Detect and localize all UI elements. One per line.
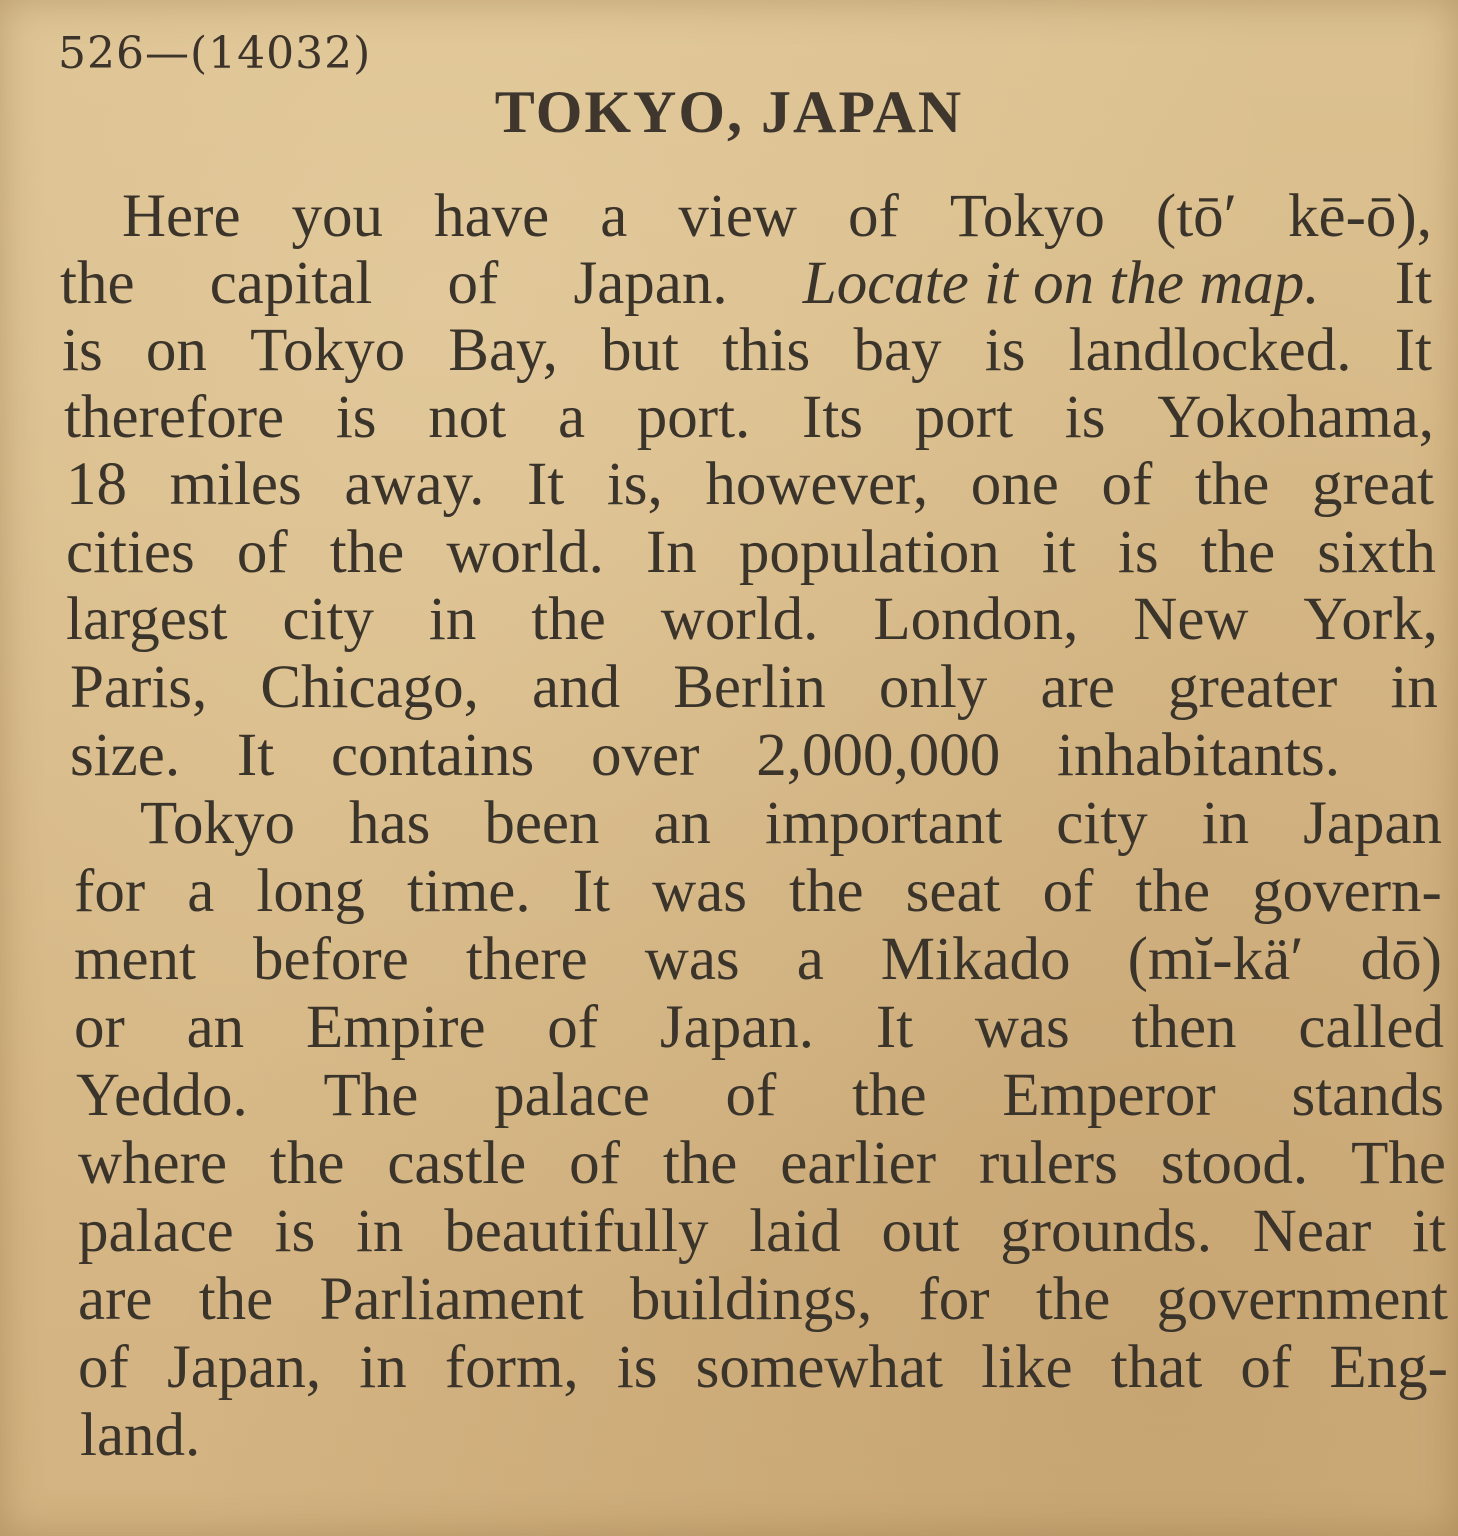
text-word: for	[74, 858, 146, 925]
text-word: of	[1240, 1334, 1292, 1401]
text-word: then	[1131, 994, 1237, 1061]
text-word: is	[335, 384, 377, 451]
text-word: the	[1035, 1266, 1111, 1333]
text-word: Eng-	[1329, 1334, 1448, 1401]
text-line	[66, 519, 1436, 586]
text-word: New	[1133, 586, 1249, 653]
text-word: size.	[70, 722, 181, 789]
text-word: somewhat	[695, 1334, 943, 1401]
text-word: Japan.	[659, 994, 815, 1061]
text-word: stands	[1291, 1062, 1444, 1129]
text-word: rulers	[978, 1130, 1118, 1197]
text-word: that	[1110, 1334, 1203, 1401]
text-word: Yokohama,	[1157, 384, 1434, 451]
text-word: there	[465, 926, 588, 993]
text-word: dō)	[1360, 926, 1442, 993]
text-word: miles	[169, 451, 302, 518]
text-word: an	[186, 994, 245, 1061]
text-line	[74, 926, 1442, 993]
text-word: in	[359, 1334, 407, 1401]
text-word: it	[1412, 1198, 1446, 1265]
text-word: a	[600, 183, 628, 250]
text-word: palace	[494, 1062, 650, 1129]
text-word: the	[198, 1266, 274, 1333]
text-word: cities	[66, 519, 195, 586]
text-word: where	[78, 1130, 228, 1197]
text-word: largest	[66, 586, 228, 653]
text-word: a	[796, 926, 824, 993]
text-word: (mĭ-kä′	[1127, 926, 1304, 993]
text-word: important	[765, 790, 1003, 857]
text-word: the	[789, 858, 864, 925]
text-line	[140, 790, 1442, 857]
card-number: 526—(14032)	[58, 28, 372, 79]
text-line	[76, 1062, 1444, 1129]
text-word: Here	[122, 183, 241, 250]
text-line	[74, 858, 1442, 925]
text-line	[62, 317, 1432, 384]
text-word: was	[652, 858, 747, 925]
text-word: city	[1056, 790, 1148, 857]
text-word: Empire	[305, 994, 486, 1061]
text-word: It	[572, 858, 610, 925]
text-word: London,	[873, 586, 1079, 653]
text-word: port.	[636, 384, 751, 451]
text-word: Tokyo	[140, 790, 296, 857]
text-word: the	[662, 1130, 738, 1197]
text-word: govern-	[1252, 858, 1442, 925]
text-word: for	[918, 1266, 990, 1333]
text-word: on	[145, 317, 207, 384]
text-word: like	[981, 1334, 1073, 1401]
text-line	[78, 1130, 1446, 1197]
text-line	[122, 183, 1432, 250]
text-word: are	[1040, 654, 1115, 721]
text-word: Paris,	[70, 654, 208, 721]
text-word: however,	[705, 451, 929, 518]
text-word: in	[355, 1198, 404, 1265]
text-line	[66, 451, 1434, 518]
text-word: out	[881, 1198, 960, 1265]
text-word: but	[601, 317, 679, 384]
text-word: you	[291, 183, 384, 250]
text-word: of	[78, 1334, 129, 1401]
text-word: the	[531, 586, 606, 653]
text-word: form,	[444, 1334, 579, 1401]
text-word: the	[60, 250, 135, 317]
text-line	[78, 1198, 1446, 1265]
text-word: the	[1200, 519, 1276, 586]
text-word: in	[1201, 790, 1250, 857]
text-word: ment	[74, 926, 196, 993]
text-word: it	[1041, 519, 1076, 586]
text-word: one	[970, 451, 1059, 518]
text-word: this	[722, 317, 811, 384]
text-word: over	[591, 722, 700, 789]
text-line	[80, 1402, 201, 1469]
text-word: castle	[387, 1130, 527, 1197]
text-word: contains	[330, 722, 535, 789]
text-line	[60, 250, 1432, 317]
text-word: buildings,	[629, 1266, 873, 1333]
text-word: Its	[802, 384, 864, 451]
text-line	[64, 384, 1434, 451]
text-word: of	[1101, 451, 1153, 518]
text-word: was	[644, 926, 740, 993]
text-word: land.	[80, 1402, 201, 1469]
text-word: Yeddo.	[76, 1062, 248, 1129]
text-word: of	[447, 250, 499, 317]
text-word: was	[974, 994, 1070, 1061]
text-word: Bay,	[448, 317, 558, 384]
text-word: called	[1298, 994, 1444, 1061]
text-word: laid	[749, 1198, 841, 1265]
text-word: the	[1194, 451, 1270, 518]
text-word: is	[274, 1198, 316, 1265]
text-line	[70, 722, 1340, 789]
text-word: inhabitants.	[1057, 722, 1340, 789]
text-word: the	[329, 519, 405, 586]
text-word: It	[1394, 250, 1432, 317]
text-word: is	[984, 317, 1026, 384]
text-word: or	[74, 994, 125, 1061]
text-word: port	[914, 384, 1014, 451]
text-word: an	[653, 790, 712, 857]
text-word: is	[62, 317, 103, 384]
text-word: It	[875, 994, 914, 1061]
text-word: great	[1311, 451, 1434, 518]
text-word: in	[1390, 654, 1438, 721]
text-word: beautifully	[444, 1198, 709, 1265]
text-line	[70, 654, 1438, 721]
text-word: is	[616, 1334, 658, 1401]
text-word: 2,000,000	[756, 722, 1001, 789]
text-word: earlier	[780, 1130, 937, 1197]
text-word: government	[1156, 1266, 1448, 1333]
text-word: Tokyo	[250, 317, 406, 384]
text-word: Berlin	[673, 654, 826, 721]
text-word: is	[1064, 384, 1106, 451]
text-word: landlocked.	[1068, 317, 1352, 384]
text-word: bay	[853, 317, 942, 384]
text-word: away.	[344, 451, 485, 518]
text-word: city	[282, 586, 374, 653]
text-word: kē-ō),	[1288, 183, 1432, 250]
text-word: seat	[905, 858, 1001, 925]
text-word: of	[725, 1062, 777, 1129]
text-word: grounds.	[1000, 1198, 1212, 1265]
text-word: view	[678, 183, 797, 250]
text-word: the	[852, 1062, 927, 1129]
text-word: therefore	[64, 384, 285, 451]
text-word: not	[428, 384, 507, 451]
text-word: greater	[1168, 654, 1338, 721]
page-title: TOKYO, JAPAN	[494, 79, 964, 145]
text-word: stood.	[1160, 1130, 1309, 1197]
text-word: The	[1351, 1130, 1446, 1197]
text-word: Chicago,	[260, 654, 479, 721]
text-word: Japan.	[573, 250, 728, 317]
text-word: is,	[606, 451, 663, 518]
text-word: been	[484, 790, 600, 857]
text-word: It	[1394, 317, 1432, 384]
text-word: population	[738, 519, 1000, 586]
text-word: the	[269, 1130, 345, 1197]
text-word: a	[187, 858, 215, 925]
text-word: The	[323, 1062, 419, 1129]
text-word: (tō′	[1155, 183, 1237, 250]
text-word: York,	[1303, 586, 1438, 653]
text-word: palace	[78, 1198, 234, 1265]
text-word: has	[349, 790, 431, 857]
text-word: It	[236, 722, 275, 789]
text-word: Parliament	[319, 1266, 584, 1333]
text-word: have	[434, 183, 550, 250]
text-word: before	[253, 926, 409, 993]
text-word: world.	[446, 519, 604, 586]
text-word: of	[547, 994, 599, 1061]
text-word: a	[557, 384, 586, 451]
text-word: Mikado	[880, 926, 1071, 993]
text-line	[74, 994, 1444, 1061]
text-word: and	[532, 654, 621, 721]
text-word: Tokyo	[949, 183, 1105, 250]
text-word: in	[428, 586, 477, 653]
text-word: 18	[66, 451, 127, 518]
text-word: Emperor	[1002, 1062, 1216, 1129]
text-word: Japan	[1303, 790, 1442, 857]
text-word: In	[645, 519, 697, 586]
text-word: of	[847, 183, 899, 250]
text-line	[78, 1334, 1448, 1401]
text-word: It	[526, 451, 565, 518]
text-word: is	[1117, 519, 1159, 586]
text-word: only	[878, 654, 988, 721]
text-word: the	[1135, 858, 1211, 925]
text-word: long	[256, 858, 365, 925]
text-word: are	[78, 1266, 153, 1333]
text-word: sixth	[1317, 519, 1436, 586]
text-word: of	[236, 519, 288, 586]
text-word: Near	[1252, 1198, 1372, 1265]
text-word: time.	[406, 858, 531, 925]
text-word: Japan,	[166, 1334, 322, 1401]
text-line	[78, 1266, 1448, 1333]
text-word: capital	[209, 250, 373, 317]
text-word: of	[569, 1130, 620, 1197]
text-word: of	[1042, 858, 1094, 925]
text-word: world.	[660, 586, 819, 653]
text-line	[66, 586, 1438, 653]
text-word: Locate it on the map.	[802, 250, 1320, 317]
